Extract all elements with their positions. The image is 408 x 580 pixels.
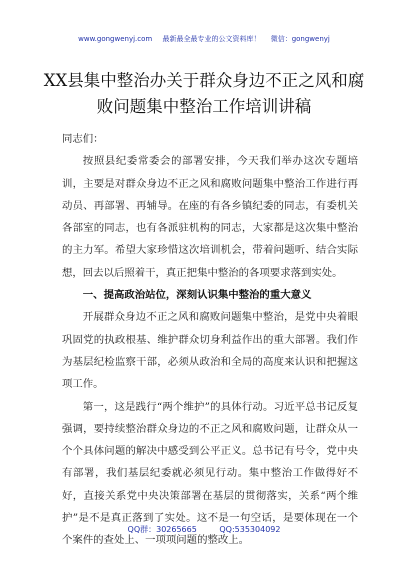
paragraph-1: 按照县纪委常委会的部署安排，今天我们举办这次专题培训，主要是对群众身边不正之风和腐败问题集中整治工作进行再动员、再部署、再辅导。在座的有各乡镇纪委的同志，有委机关各部室的同志，也有各派驻机构的同志，大家都是这次集中整治的主力军。希望大家珍惜这次培训机会，带着问题听、结合实际想，回去以后照着干，真正把集中整治的各项要求落到实处。 xyxy=(62,155,358,279)
document-title xyxy=(40,68,368,120)
header-wechat: 微信：gongwenyj xyxy=(270,35,330,43)
paragraph-3: 第一，这是践行“两个维护”的具体行动。习近平总书记反复强调，要持续整治群众身边的不正之风和腐败问题，让群众从一个个具体问题的解决中感受到公平正义。总书记有号令，党中央有部署，我们基层纪委就必须见行动。集中整治工作做得好不好，直接关系党中央决策部署在基层的贯彻落实，关系“两个维护”是不是真正落到了实处。这不是一句空话，是要体现在一个个案件的查处上、一项项问题的整改上。 xyxy=(62,400,358,547)
footer-qq: QQ:535304092 xyxy=(219,525,281,534)
paragraph-2: 开展群众身边不正之风和腐败问题集中整治，是党中央着眼巩固党的执政根基、维护群众切身利益作出的重大部署。我们作为基层纪检监察干部，必须从政治和全局的高度来认识和把握这项工作。 xyxy=(62,311,358,391)
title-line-1: XX县集中整治办关于群众身边不正之风和腐 xyxy=(43,71,365,90)
section-heading-1: 一、提高政治站位，深刻认识集中整治的重大意义 xyxy=(82,289,312,302)
footer-banner xyxy=(0,524,408,536)
title-line-2: 败问题集中整治工作培训讲稿 xyxy=(96,97,312,116)
footer-qq-group: QQ群：30265665 xyxy=(127,525,197,534)
salutation: 同志们： xyxy=(62,133,104,145)
document-body xyxy=(62,128,358,552)
header-site-link[interactable]: www.gongwenyj.com xyxy=(78,35,153,43)
header-banner xyxy=(0,34,408,44)
header-slogan: 最新最全最专业的公文资料库！ xyxy=(162,35,261,43)
